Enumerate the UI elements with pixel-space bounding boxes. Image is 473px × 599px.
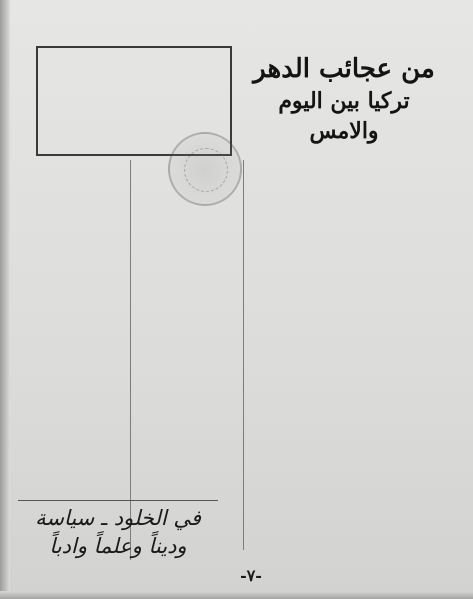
advert-divider <box>18 500 218 501</box>
article-title-main: من عجائب الدهر <box>253 54 435 84</box>
column-right-bottom-text <box>248 210 444 560</box>
page-number: -٧- <box>240 566 262 585</box>
page-edge-shadow <box>0 0 10 599</box>
page-bottom-edge <box>0 591 473 599</box>
article-title <box>246 52 442 144</box>
column-divider-right <box>243 160 244 550</box>
column-left-text <box>20 160 126 495</box>
advert-slogan: في الخلود ـ سياسة وديناً وعلماً وادباً <box>35 506 201 558</box>
article-title-sub: تركيا بين اليوم والامس <box>278 88 410 144</box>
